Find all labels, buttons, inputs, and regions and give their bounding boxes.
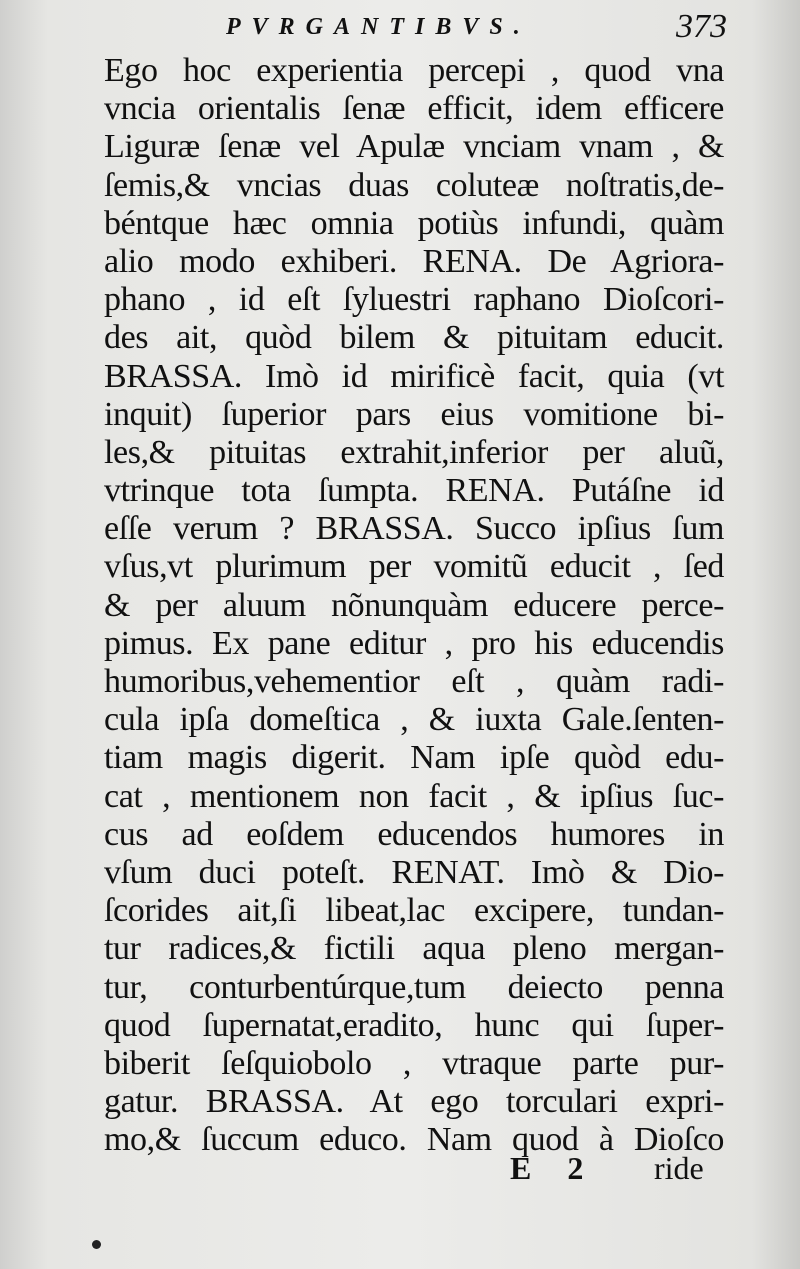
text-line: cus ad eoſdem educendos humores in [104, 815, 724, 853]
text-line: humoribus,vehementior eſt , quàm radi- [104, 663, 724, 700]
text-line: vtrinque tota ſumpta. RENA. Putáſne id [104, 472, 724, 510]
running-head: PVRGANTIBVS. [226, 14, 531, 40]
text-line: tur, conturbentúrque,tum deiecto penna [104, 968, 724, 1006]
page-number: 373 [676, 8, 727, 45]
text-line: alio modo exhiberi. RENA. De Agriora- [104, 242, 724, 280]
text-line: mo,& ſuccum educo. Nam quod à Dioſco [104, 1121, 724, 1159]
ink-speck [92, 1240, 101, 1249]
text-line: vſum duci poteſt. RENAT. Imò & Dio- [104, 853, 724, 891]
text-line: Ego hoc experientia percepi , quod vna [104, 52, 724, 89]
text-line: cat , mentionem non facit , & ipſius ſuc- [104, 777, 724, 815]
page-footer [0, 1150, 800, 1190]
text-line: biberit ſeſquiobolo , vtraque parte pur- [104, 1044, 724, 1082]
text-line: des ait, quòd bilem & pituitam educit. [104, 319, 724, 357]
text-line: phano , id eſt ſyluestri raphano Dioſcori- [104, 281, 724, 319]
text-line: tiam magis digerit. Nam ipſe quòd edu- [104, 739, 724, 777]
text-line: tur radices,& fictili aqua pleno mergan- [104, 930, 724, 968]
text-line: ſcorides ait,ſi libeat,lac excipere, tundan- [104, 892, 724, 930]
text-line: ſemis,& vncias duas coluteæ noſtratis,de- [104, 166, 724, 204]
text-line: quod ſupernatat,eradito, hunc qui ſuper- [104, 1006, 724, 1044]
catchword: ride [654, 1150, 704, 1186]
body-text [104, 52, 724, 1159]
text-line: Liguræ ſenæ vel Apulæ vnciam vnam , & [104, 128, 724, 166]
text-line: BRASSA. Imò id mirificè facit, quia (vt [104, 357, 724, 395]
text-line: pimus. Ex pane editur , pro his educendis [104, 624, 724, 662]
text-line: gatur. BRASSA. At ego torculari expri- [104, 1083, 724, 1121]
text-line: eſſe verum ? BRASSA. Succo ipſius ſum [104, 510, 724, 548]
text-line: vncia orientalis ſenæ efficit, idem efficere [104, 90, 724, 128]
text-line: béntque hæc omnia potiùs infundi, quàm [104, 204, 724, 242]
text-line: cula ipſa domeſtica , & iuxta Gale.ſenten- [104, 701, 724, 739]
text-line: inquit) ſuperior pars eius vomitione bi- [104, 395, 724, 433]
text-line: & per aluum nõnunquàm educere perce- [104, 586, 724, 624]
text-line: vſus,vt plurimum per vomitũ educit , ſed [104, 548, 724, 586]
text-line: les,& pituitas extrahit,inferior per aluũ, [104, 433, 724, 471]
page-header [0, 6, 800, 50]
signature-mark: E 2 [510, 1150, 598, 1186]
